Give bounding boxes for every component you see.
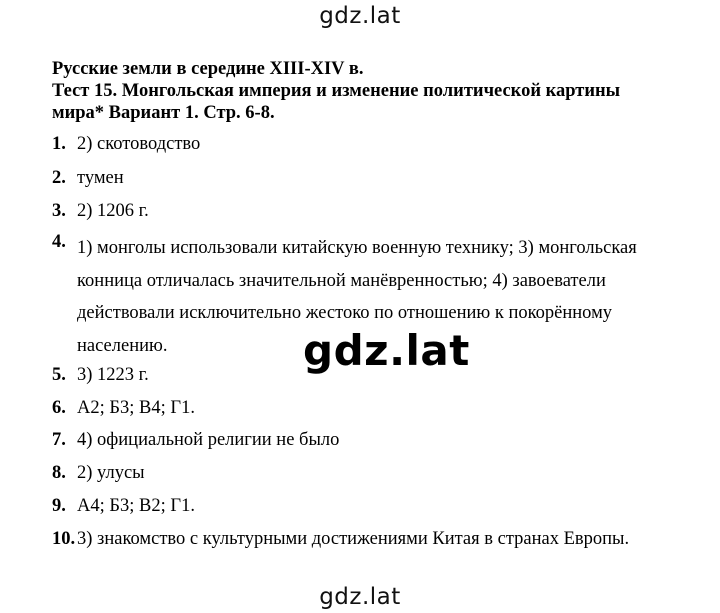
answer-number: 8. xyxy=(52,463,66,483)
answer-text: 2) скотоводство xyxy=(77,134,201,154)
answer-item-1 xyxy=(52,134,201,155)
page-title xyxy=(52,58,672,124)
answer-text: 2) улусы xyxy=(77,463,145,483)
answer-number: 7. xyxy=(52,430,66,450)
answer-item-5 xyxy=(52,365,149,386)
answer-line: 1) монголы использовали китайскую военную технику; 3) монгольская xyxy=(77,238,637,258)
answer-number: 4. xyxy=(52,232,66,252)
answer-number: 1. xyxy=(52,134,66,154)
watermark-top: gdz.lat xyxy=(319,3,401,29)
watermark-bottom: gdz.lat xyxy=(319,584,401,610)
answer-number: 10. xyxy=(52,529,76,549)
answer-text: А2; Б3; В4; Г1. xyxy=(77,398,195,418)
answer-number: 3. xyxy=(52,201,66,221)
answer-text: 4) официальной религии не было xyxy=(77,430,340,450)
title-line-1: Русские земли в середине XIII-XIV в. xyxy=(52,59,364,79)
answer-number: 5. xyxy=(52,365,66,385)
answer-number: 9. xyxy=(52,496,66,516)
answer-text: 3) знакомство с культурными достижениями Китая в странах Европы. xyxy=(77,529,630,549)
answer-item-8 xyxy=(52,463,145,484)
answer-number: 6. xyxy=(52,398,66,418)
title-line-3: мира* Вариант 1. Стр. 6-8. xyxy=(52,103,275,123)
answer-item-7 xyxy=(52,430,340,451)
answer-line: действовали исключительно жестоко по отношению к покорённому xyxy=(77,303,613,323)
answer-text: 3) 1223 г. xyxy=(77,365,149,385)
answer-text: А4; Б3; В2; Г1. xyxy=(77,496,195,516)
answer-number: 2. xyxy=(52,168,66,188)
answer-item-3 xyxy=(52,201,149,222)
watermark-center: gdz.lat xyxy=(303,326,470,375)
answer-item-9 xyxy=(52,496,195,517)
answer-item-2 xyxy=(52,168,124,189)
answer-line: конница отличалась значительной манёвренностью; 4) завоеватели xyxy=(77,270,606,291)
answer-line: населению. xyxy=(77,335,168,356)
title-line-2: Тест 15. Монгольская империя и изменение политической картины xyxy=(52,81,621,101)
answer-text: 2) 1206 г. xyxy=(77,201,149,221)
answer-item-10 xyxy=(52,529,630,550)
answer-text: тумен xyxy=(77,168,124,188)
answer-item-6 xyxy=(52,398,195,419)
